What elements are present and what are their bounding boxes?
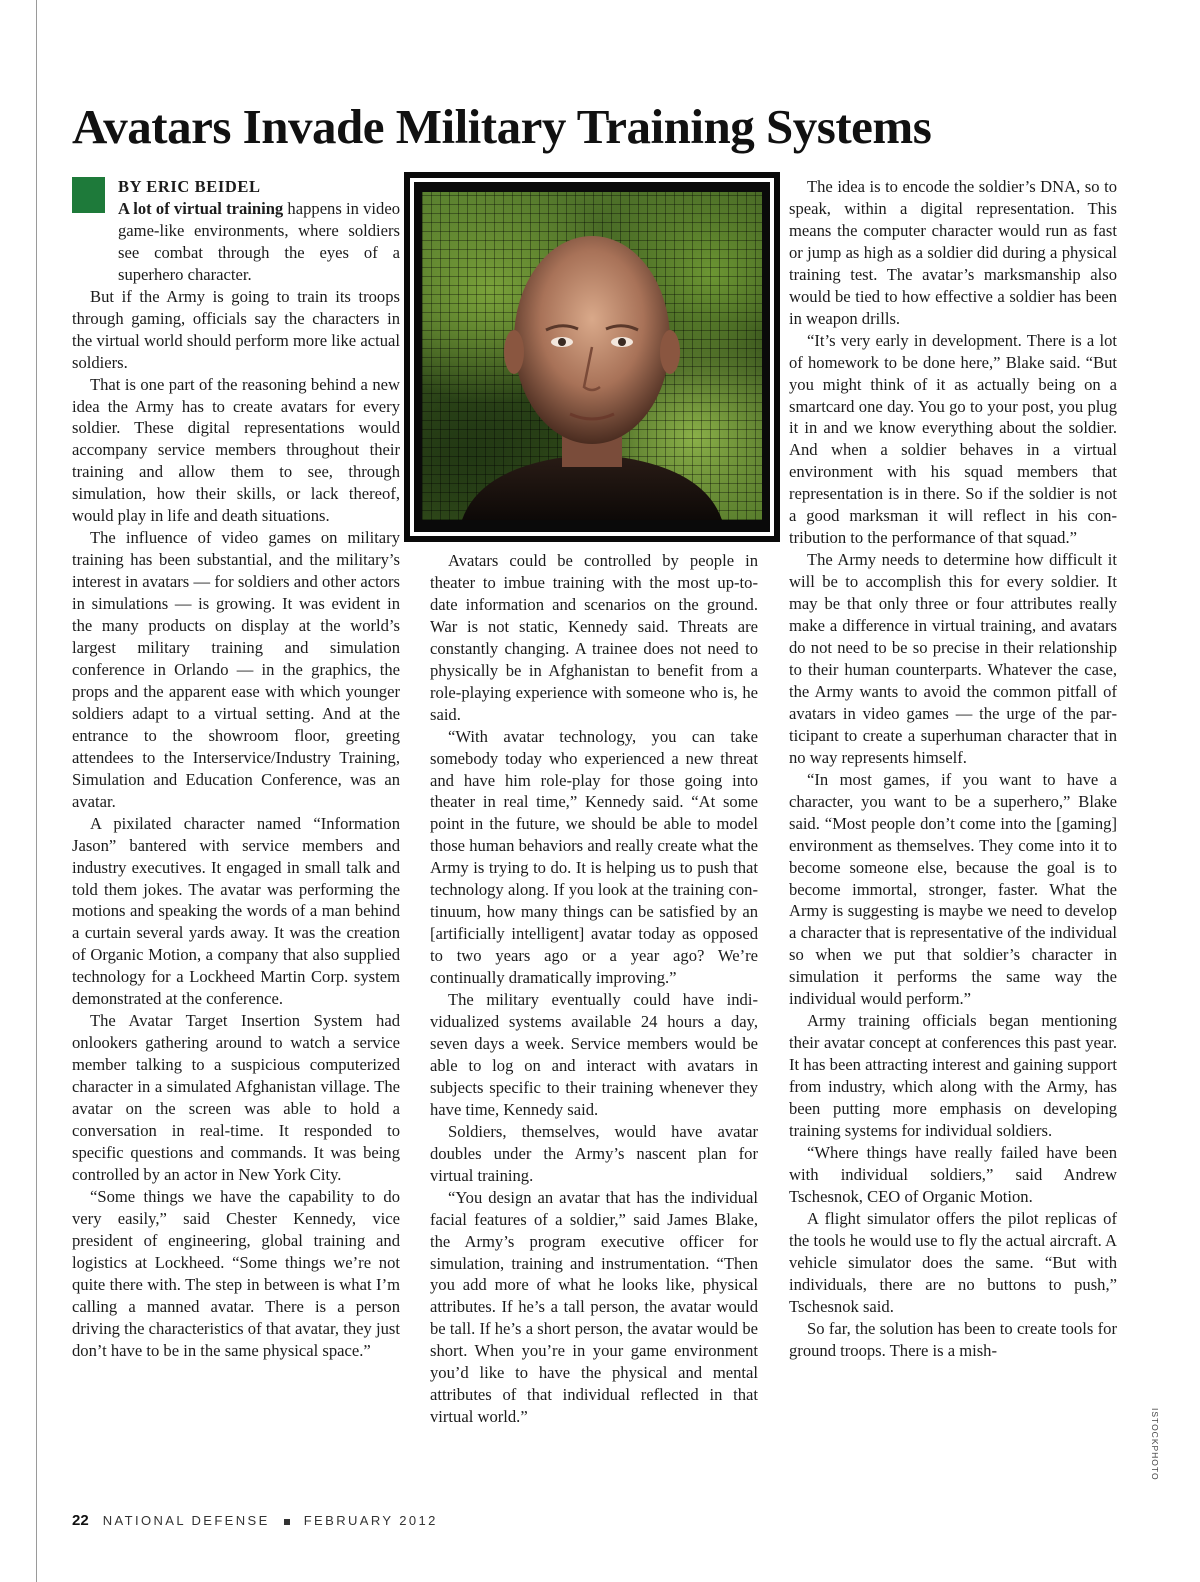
byline-row	[72, 176, 400, 286]
byline: BY ERIC BEIDEL	[118, 177, 261, 196]
paragraph: The Army needs to determine how difficult it will be to accomplish this for every soldier. It may be that only three or four attributes really make a difference in virtual training, and avatars do not need to be so precise in their relationship to their human counterparts. Whatever the case, the Army wants to avoid the common pitfall of avatars in video games — the urge of the participant to create a superhuman character that in no way represents himself.	[789, 550, 1117, 767]
paragraph: The military eventually could have individualized systems available 24 hours a day, seven days a week. Service members would be able to log on and interact with avatars in subjects specific to their training whenever they have time, Kennedy said.	[430, 990, 758, 1119]
paragraph: “With avatar technology, you can take somebody today who experienced a new threat and have him role-play for those going into theater in real time,” Kennedy said. “At some point in the future, we should be able to model those human behaviors and really create what the Army is trying to do. It is helping us to push that technology along. If you look at the training continuum, how many things can be satisfied by an [artificially intelligent] avatar today as opposed to two years ago or a year ago? We’re continually dramatically improving.”	[430, 726, 758, 988]
paragraph: “You design an avatar that has the individual facial features of a soldier,” said James Blake, the Army’s program executive officer for simulation, training and instrumentation. “Then you add more of what he looks like, physical attributes. If he’s a tall person, the avatar would be tall. If he’s a short person, the avatar would be short. When you’re in your game environment you’d like to have the physical and mental attributes of that individual reflected in that virtual world.”	[430, 1187, 758, 1427]
paragraph: Avatars could be controlled by people in theater to imbue training with the most up-to-date information and scenarios on the ground. War is not static, Kennedy said. Threats are constantly changing. A trainee does not need to physically be in Afghanistan to benefit from a role-playing experience with someone who is, he said.	[430, 551, 758, 724]
paragraph: The influence of video games on military training has been substantial, and the military’s interest in avatars — for soldiers and other actors in simulations — is growing. It was evident in the many products on display at the world’s largest military training and simulation conference in Orlando — in the graphics, the props and the apparent ease with which younger soldiers adapt to a virtual setting. And at the entrance to the showroom floor, greeting attendees to the Interservice/Industry Training, Simulation and Education Conference, was an avatar.	[72, 528, 400, 811]
publication-name: NATIONAL DEFENSE	[102, 1513, 270, 1528]
paragraph: That is one part of the reasoning behind a new idea the Army has to create avatars for every soldier. These digital representations would accompany service members throughout their training and allow them to see, through simulation, how their skills, or lack thereof, would play in life and death situations.	[72, 374, 400, 526]
paragraph: The Avatar Target Insertion System had onlookers gathering around to watch a service member talking to a suspicious computerized character in a simulated Afghanistan village. The avatar on the screen was able to hold a conversation in real-time. It responded to specific questions and commands. It was being controlled by an actor in New York City.	[72, 1011, 400, 1184]
paragraph: “It’s very early in development. There is a lot of homework to be done here,” Blake said. “But you might think of it as actually being on a smartcard one day. You go to your post, you plug it in and we know everything about the soldier. And when a soldier behaves in a virtual environment with his squad members that representation is in there. So if the soldier is not a good marksman it will reflect in his contribution to the performance of that squad.”	[789, 330, 1117, 548]
avatar-photo	[422, 192, 762, 520]
lead-in: A lot of virtual training	[118, 198, 284, 218]
paragraph: “Some things we have the capability to do very easily,” said Chester Kennedy, vice president of engineering, global training and logistics at Lockheed. “Some things we’re not quite there with. The step in between is what I’m calling a manned avatar. There is a person driving the characteristics of that avatar, they just don’t have to be in the same physical space.”	[72, 1186, 400, 1360]
paragraph: But if the Army is going to train its troops through gaming, officials say the characters in the virtual world should perform more like actual soldiers.	[72, 286, 400, 372]
avatar-face-illustration	[422, 192, 762, 520]
article-column-3	[789, 176, 1117, 1361]
issue-date: FEBRUARY 2012	[303, 1513, 438, 1528]
paragraph: happens in video game-like environments, where soldiers see combat through the eyes of a superhero character.	[118, 198, 400, 284]
paragraph: “Where things have really failed have been with individual soldiers,” said Andrew Tschesnok, CEO of Organic Motion.	[789, 1142, 1117, 1206]
headline: Avatars Invade Military Training Systems	[72, 99, 932, 154]
avatar-photo-frame	[404, 172, 780, 542]
photo-credit: ISTOCKPHOTO	[1150, 1408, 1160, 1481]
article-column-1	[72, 176, 400, 1361]
paragraph: Army training officials began mentioning their avatar concept at conferences this past year. It has been attracting interest and gaining support from industry, which along with the Army, has been putting more emphasis on developing training systems for individual soldiers.	[789, 1011, 1117, 1140]
paragraph: So far, the solution has been to create tools for ground troops. There is a mish-	[789, 1318, 1117, 1360]
paragraph: The idea is to encode the soldier’s DNA, so to speak, within a digital representation. This means the computer character would run as fast or jump as high as a soldier did during a physical training test. The avatar’s marksmanship also would be tied to how effective a soldier has been in weapon drills.	[789, 177, 1117, 328]
page-footer	[72, 1512, 438, 1529]
page-number: 22	[72, 1512, 89, 1529]
paragraph: Soldiers, themselves, would have avatar doubles under the Army’s nascent plan for virtual training.	[430, 1121, 758, 1185]
article-column-2	[430, 550, 758, 1428]
footer-separator	[284, 1519, 290, 1525]
paragraph: “In most games, if you want to have a character, you want to be a superhero,” Blake said. “Most people don’t come into the [gaming] environment as themselves. They come into it to become someone else, because the goal is to become immortal, stronger, faster. What the Army is suggesting is maybe we need to develop a character that is representative of the individual so when we put that soldier’s character in simulation it performs the same way the individual would perform.”	[789, 769, 1117, 1009]
paragraph: A pixilated character named “Information Jason” bantered with service members and industry executives. It engaged in small talk and told them jokes. The avatar was performing the motions and speaking the words of a man behind a curtain several yards away. It was the creation of Organic Motion, a company that also supplied technology for a Lockheed Martin Corp. system demonstrated at the conference.	[72, 813, 400, 1009]
page-margin-rule	[36, 0, 37, 1582]
paragraph: A flight simulator offers the pilot replicas of the tools he would use to fly the actual aircraft. A vehicle simulator does the same. “But with individuals, there are no buttons to push,” Tschesnok said.	[789, 1208, 1117, 1316]
